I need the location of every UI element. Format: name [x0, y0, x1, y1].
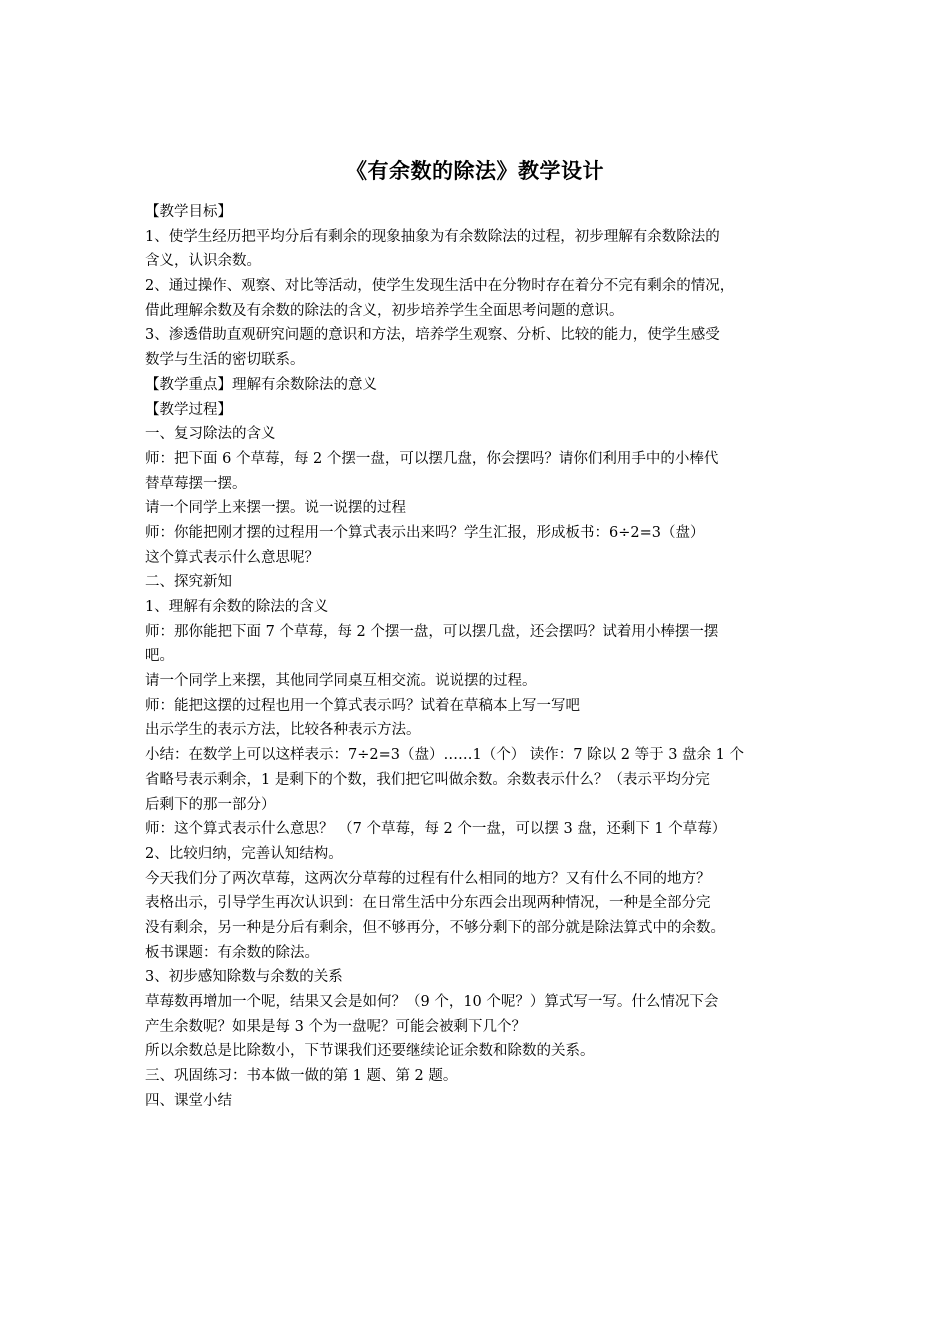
document-line: 省略号表示剩余，1 是剩下的个数，我们把它叫做余数。余数表示什么？（表示平均分完	[145, 771, 710, 788]
document-line: 1、使学生经历把平均分后有剩余的现象抽象为有余数除法的过程，初步理解有余数除法的	[145, 228, 720, 245]
document-line: 【教学目标】	[145, 204, 232, 220]
document-line: 含义，认识余数。	[145, 253, 261, 270]
document-line: 草莓数再增加一个呢，结果又会是如何？（9 个，10 个呢？）算式写一写。什么情况下会	[145, 994, 719, 1010]
document-line: 师：那你能把下面 7 个草莓，每 2 个摆一盘，可以摆几盘，还会摆吗？试着用小棒摆一摆	[145, 623, 719, 640]
document-line: 2、通过操作、观察、对比等活动，使学生发现生活中在分物时存在着分不完有剩余的情况，	[145, 278, 735, 295]
document-line: 2、比较归纳，完善认知结构。	[145, 845, 343, 862]
document-line: 替草莓摆一摆。	[145, 475, 247, 492]
document-line: 数学与生活的密切联系。	[145, 352, 305, 369]
document-line: 三、巩固练习：书本做一做的第 1 题、第 2 题。	[145, 1068, 458, 1085]
document-line: 二、探究新知	[145, 574, 232, 591]
document-line: 师：能把这摆的过程也用一个算式表示吗？试着在草稿本上写一写吧	[145, 697, 580, 714]
document-line: 这个算式表示什么意思呢？	[145, 549, 319, 566]
document-line: 板书课题：有余数的除法。	[145, 944, 319, 961]
document-line: 请一个同学上来摆，其他同学同桌互相交流。说说摆的过程。	[145, 673, 537, 690]
document-title: 《有余数的除法》教学设计	[346, 158, 604, 183]
document-body	[145, 200, 815, 1113]
document-line: 产生余数呢？如果是每 3 个为一盘呢？可能会被剩下几个？	[145, 1018, 526, 1035]
document-line: 一、复习除法的含义	[145, 426, 276, 443]
document-line: 【教学重点】理解有余数除法的意义	[145, 376, 377, 393]
document-line: 3、初步感知除数与余数的关系	[145, 969, 343, 986]
document-line: 1、理解有余数的除法的含义	[145, 599, 329, 615]
document-line: 表格出示，引导学生再次认识到：在日常生活中分东西会出现两种情况，一种是全部分完	[145, 895, 711, 912]
document-line: 今天我们分了两次草莓，这两次分草莓的过程有什么相同的地方？又有什么不同的地方？	[145, 870, 711, 887]
document-line: 师：把下面 6 个草莓，每 2 个摆一盘，可以摆几盘，你会摆吗？请你们利用手中的小棒代	[145, 450, 719, 467]
document-line: 借此理解余数及有余数的除法的含义，初步培养学生全面思考问题的意识。	[145, 302, 624, 319]
document-line: 【教学过程】	[145, 401, 232, 418]
document-line: 所以余数总是比除数小，下节课我们还要继续论证余数和除数的关系。	[145, 1043, 595, 1060]
document-line: 小结：在数学上可以这样表示：7÷2=3（盘）……1（个） 读作：7 除以 2 等于 3 盘余 1 个	[145, 747, 744, 764]
document-line: 没有剩余，另一种是分后有剩余，但不够再分，不够分剩下的部分就是除法算式中的余数。	[145, 919, 725, 936]
document-line: 四、课堂小结	[145, 1092, 232, 1109]
document-line: 3、渗透借助直观研究问题的意识和方法，培养学生观察、分析、比较的能力，使学生感受	[145, 327, 720, 344]
document-line: 后剩下的那一部分）	[145, 796, 276, 813]
document-line: 师：你能把刚才摆的过程用一个算式表示出来吗？学生汇报，形成板书：6÷2=3（盘）	[145, 524, 705, 541]
document-line: 出示学生的表示方法，比较各种表示方法。	[145, 722, 421, 739]
document-line: 请一个同学上来摆一摆。说一说摆的过程	[145, 500, 406, 517]
document-line: 吧。	[145, 648, 174, 665]
document-line: 师：这个算式表示什么意思？ （7 个草莓，每 2 个一盘，可以摆 3 盘，还剩下 1 个草莓）	[145, 821, 727, 838]
